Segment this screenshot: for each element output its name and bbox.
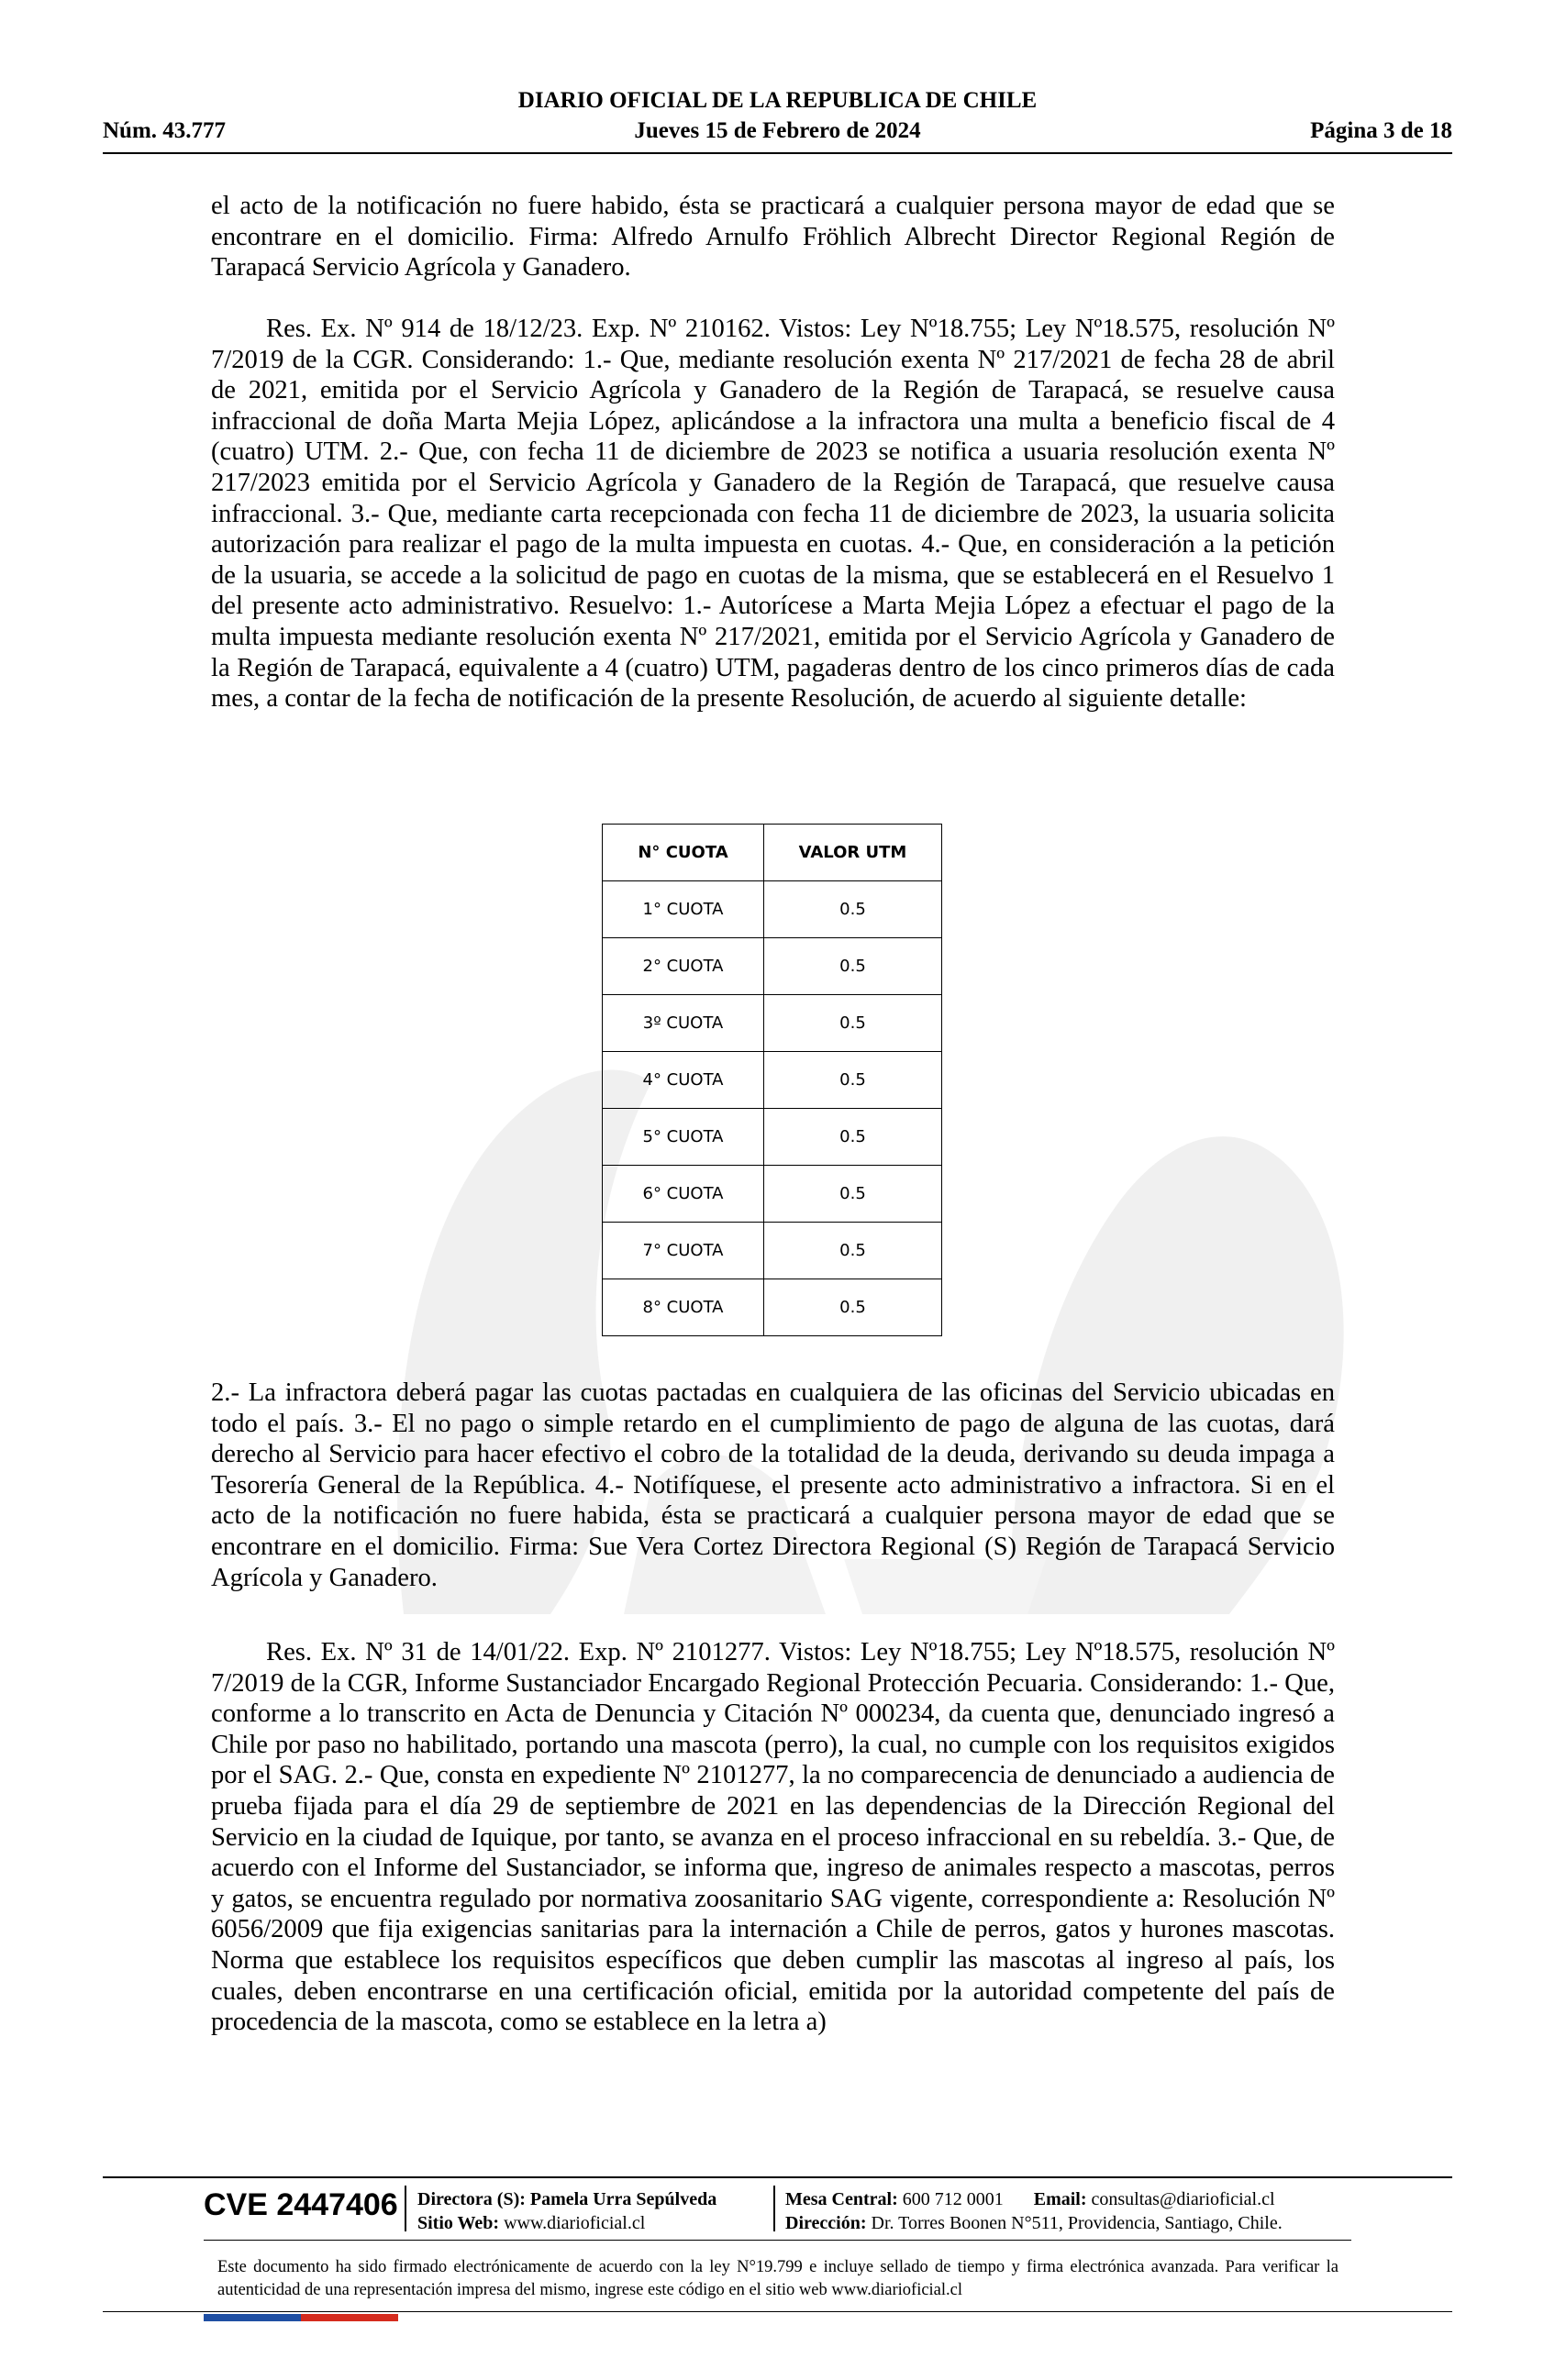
director-name: Directora (S): Pamela Urra Sepúlveda — [417, 2189, 717, 2209]
resolution-31 — [211, 1637, 1335, 2038]
footer-separator — [773, 2186, 775, 2231]
signature-note: Este documento ha sido firmado electrónicamente de acuerdo con la ley N°19.799 e incluye sellado de tiempo y firma electrónica avanzada. Para verificar la autenticidad de una representación impresa del mismo, ingrese este código en el sitio web www.diarioficial.cl — [217, 2258, 1338, 2299]
web-link[interactable]: www.diarioficial.cl — [504, 2213, 646, 2233]
paragraph-continuation — [211, 191, 1335, 283]
footer-divider-thin — [204, 2240, 1351, 2241]
issue-number: Núm. 43.777 — [103, 118, 227, 143]
table-header-row — [603, 825, 942, 881]
footer-separator — [405, 2186, 406, 2231]
email-link[interactable]: consultas@diarioficial.cl — [1091, 2189, 1275, 2209]
cuota-cell: 2° CUOTA — [603, 938, 764, 995]
address-value: Dr. Torres Boonen N°511, Providencia, Santiago, Chile. — [871, 2213, 1283, 2233]
column-header-valor: VALOR UTM — [764, 825, 942, 881]
paragraph-text: el acto de la notificación no fuere habido, ésta se practicará a cualquier persona mayor de edad que se encontrare en el domicilio. Firma: Alfredo Arnulfo Fröhlich Albrecht Director Regional Región de Tarapacá Servicio Agrícola y Ganadero. — [211, 192, 1335, 282]
cuota-cell: 1° CUOTA — [603, 881, 764, 938]
address-label: Dirección: — [785, 2213, 867, 2233]
valor-cell: 0.5 — [764, 881, 942, 938]
paragraph-text: 2.- La infractora deberá pagar las cuotas pactadas en cualquiera de las oficinas del Servicio ubicadas en todo el país. 3.- El no pago o simple retardo en el cumplimiento de pago de alguna de las cuotas, dará derecho al Servicio para hacer efectivo el cobro de la totalidad de la deuda, derivando su deuda impaga a Tesorería General de la República. 4.- Notifíquese, el presente acto administrativo a infractora. Si en el acto de la notificación no fuere habida, ésta se practicará a cualquier persona mayor de edad que se encontrare en el domicilio. Firma: Sue Vera Cortez Directora Regional (S) Región de Tarapacá Servicio Agrícola y Ganadero. — [211, 1378, 1335, 1592]
cuota-cell: 5° CUOTA — [603, 1109, 764, 1166]
column-header-cuota: N° CUOTA — [603, 825, 764, 881]
installments-table — [602, 824, 942, 1336]
cuota-cell: 3º CUOTA — [603, 995, 764, 1052]
issue-date: Jueves 15 de Febrero de 2024 — [634, 118, 921, 143]
valor-cell: 0.5 — [764, 995, 942, 1052]
footer-contact — [785, 2187, 1283, 2235]
table-row — [603, 938, 942, 995]
paragraph-text: Res. Ex. Nº 31 de 14/01/22. Exp. Nº 2101277. Vistos: Ley Nº18.755; Ley Nº18.575, resolución Nº 7/2019 de la CGR, Informe Sustanciador Encargado Regional Protección Pecuaria. Considerando: 1.- Que, conforme a lo transcrito en Acta de Denuncia y Citación Nº 000234, da cuenta que, denunciado ingresó a Chile por paso no habilitado, portando una mascota (perro), la cual, no cumple con los requisitos exigidos por el SAG. 2.- Que, consta en expediente Nº 2101277, la no comparecencia de denunciado a audiencia de prueba fijada para el día 29 de septiembre de 2021 en las dependencias de la Dirección Regional del Servicio en la ciudad de Iquique, por tanto, se avanza en el proceso infraccional en su rebeldía. 3.- Que, de acuerdo con el Informe del Sustanciador, se informa que, ingreso de animales respecto a mascotas, perros y gatos, se encuentra regulado por normativa zoosanitario SAG vigente, correspondiente a: Resolución Nº 6056/2009 que fija exigencias sanitarias para la internación a Chile de perros, gatos y hurones mascotas. Norma que establece los requisitos específicos que deben cumplir las mascotas al ingreso al país, los cuales, deben encontrarse en una certificación oficial, emitida por la autoridad competente del país de procedencia de la mascota, como se establece en la letra a) — [211, 1638, 1335, 2037]
valor-cell: 0.5 — [764, 938, 942, 995]
newspaper-title: DIARIO OFICIAL DE LA REPUBLICA DE CHILE — [517, 88, 1038, 113]
cuota-cell: 7° CUOTA — [603, 1223, 764, 1279]
valor-cell: 0.5 — [764, 1109, 942, 1166]
header-divider — [103, 152, 1452, 154]
resolution-914-continuation — [211, 1378, 1335, 1593]
cuota-cell: 8° CUOTA — [603, 1279, 764, 1336]
email-label: Email: — [1033, 2189, 1087, 2209]
flag-red-segment — [301, 2314, 398, 2321]
cuota-cell: 6° CUOTA — [603, 1166, 764, 1223]
table-row — [603, 1166, 942, 1223]
web-label: Sitio Web: — [417, 2213, 500, 2233]
paragraph-text: Res. Ex. Nº 914 de 18/12/23. Exp. Nº 210162. Vistos: Ley Nº18.755; Ley Nº18.575, resolución Nº 7/2019 de la CGR. Considerando: 1.- Que, mediante resolución exenta Nº 217/2021 de fecha 28 de abril de 2021, emitida por el Servicio Agrícola y Ganadero de la Región de Tarapacá, se resuelve causa infraccional de doña Marta Mejia López, aplicándose a la infractora una multa a beneficio fiscal de 4 (cuatro) UTM. 2.- Que, con fecha 11 de diciembre de 2023 se notifica a usuaria resolución exenta Nº 217/2023 emitida por el Servicio Agrícola y Ganadero de la Región de Tarapacá, que resuelve causa infraccional. 3.- Que, mediante carta recepcionada con fecha 11 de diciembre de 2023, la usuaria solicita autorización para realizar el pago de la multa impuesta en cuotas. 4.- Que, en consideración a la petición de la usuaria, se accede a la solicitud de pago en cuotas de la misma, que se establecerá en el Resuelvo 1 del presente acto administrativo. Resuelvo: 1.- Autorícese a Marta Mejia López a efectuar el pago de la multa impuesta mediante resolución exenta Nº 217/2021, emitida por el Servicio Agrícola y Ganadero de la Región de Tarapacá, equivalente a 4 (cuatro) UTM, pagaderas dentro de los cinco primeros días de cada mes, a contar de la fecha de notificación de la presente Resolución, de acuerdo al siguiente detalle: — [211, 315, 1335, 714]
valor-cell: 0.5 — [764, 1223, 942, 1279]
page-header — [103, 88, 1452, 152]
table-row — [603, 995, 942, 1052]
valor-cell: 0.5 — [764, 1166, 942, 1223]
cve-code: CVE 2447406 — [204, 2187, 398, 2222]
page-number: Página 3 de 18 — [1310, 118, 1452, 143]
phone-label: Mesa Central: — [785, 2189, 898, 2209]
table-row — [603, 1223, 942, 1279]
resolution-914 — [211, 314, 1335, 714]
phone-value: 600 712 0001 — [902, 2189, 1004, 2209]
table-row — [603, 881, 942, 938]
footer-bottom-rule — [103, 2311, 1452, 2312]
cuota-cell: 4° CUOTA — [603, 1052, 764, 1109]
footer-editorial — [417, 2187, 716, 2235]
flag-blue-segment — [204, 2314, 301, 2321]
table-row — [603, 1109, 942, 1166]
footer-divider — [103, 2176, 1452, 2178]
valor-cell: 0.5 — [764, 1052, 942, 1109]
table-row — [603, 1279, 942, 1336]
valor-cell: 0.5 — [764, 1279, 942, 1336]
flag-color-bar — [204, 2314, 398, 2321]
table-row — [603, 1052, 942, 1109]
